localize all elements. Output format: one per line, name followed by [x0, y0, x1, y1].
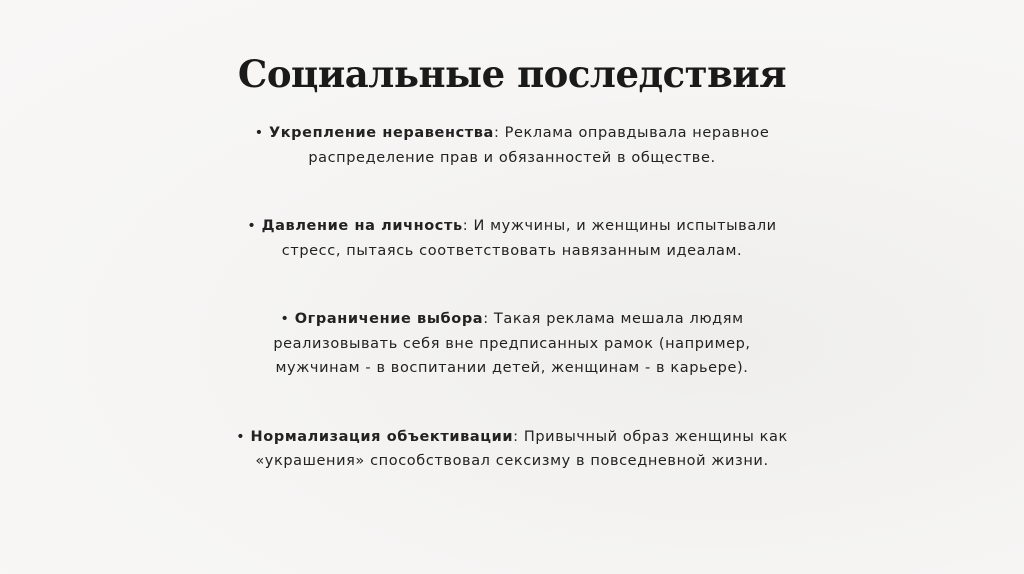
bullet-marker: • — [254, 125, 264, 141]
bullet-term: Укрепление неравенства — [268, 125, 494, 141]
bullet-item-objectification — [232, 425, 792, 474]
bullet-term: Давление на личность — [261, 218, 463, 234]
slide-title: Социальные последствия — [237, 52, 787, 96]
bullet-text: : Реклама оправдывала неравное распределение прав и обязанностей в обществе. — [308, 125, 770, 166]
bullet-list — [232, 121, 792, 518]
bullet-term: Ограничение выбора — [294, 311, 484, 327]
bullet-item-inequality — [232, 121, 792, 170]
bullet-marker: • — [280, 311, 290, 327]
bullet-term: Нормализация объективации — [250, 428, 514, 445]
bullet-item-choice — [232, 307, 792, 381]
bullet-marker: • — [247, 218, 257, 234]
bullet-marker: • — [236, 428, 246, 445]
bullet-text: : И мужчины, и женщины испытывали стресс, пытаясь соответствовать навязанным идеалам. — [281, 218, 777, 259]
bullet-item-pressure — [232, 214, 792, 263]
bullet-text: : Привычный образ женщины как «украшения» способствовал сексизму в повседневной жизни. — [255, 428, 788, 469]
bullet-text: : Такая реклама мешала людям реализовывать себя вне предписанных рамок (например, мужчинам - в воспитании детей, женщинам - в карьере). — [273, 311, 751, 376]
